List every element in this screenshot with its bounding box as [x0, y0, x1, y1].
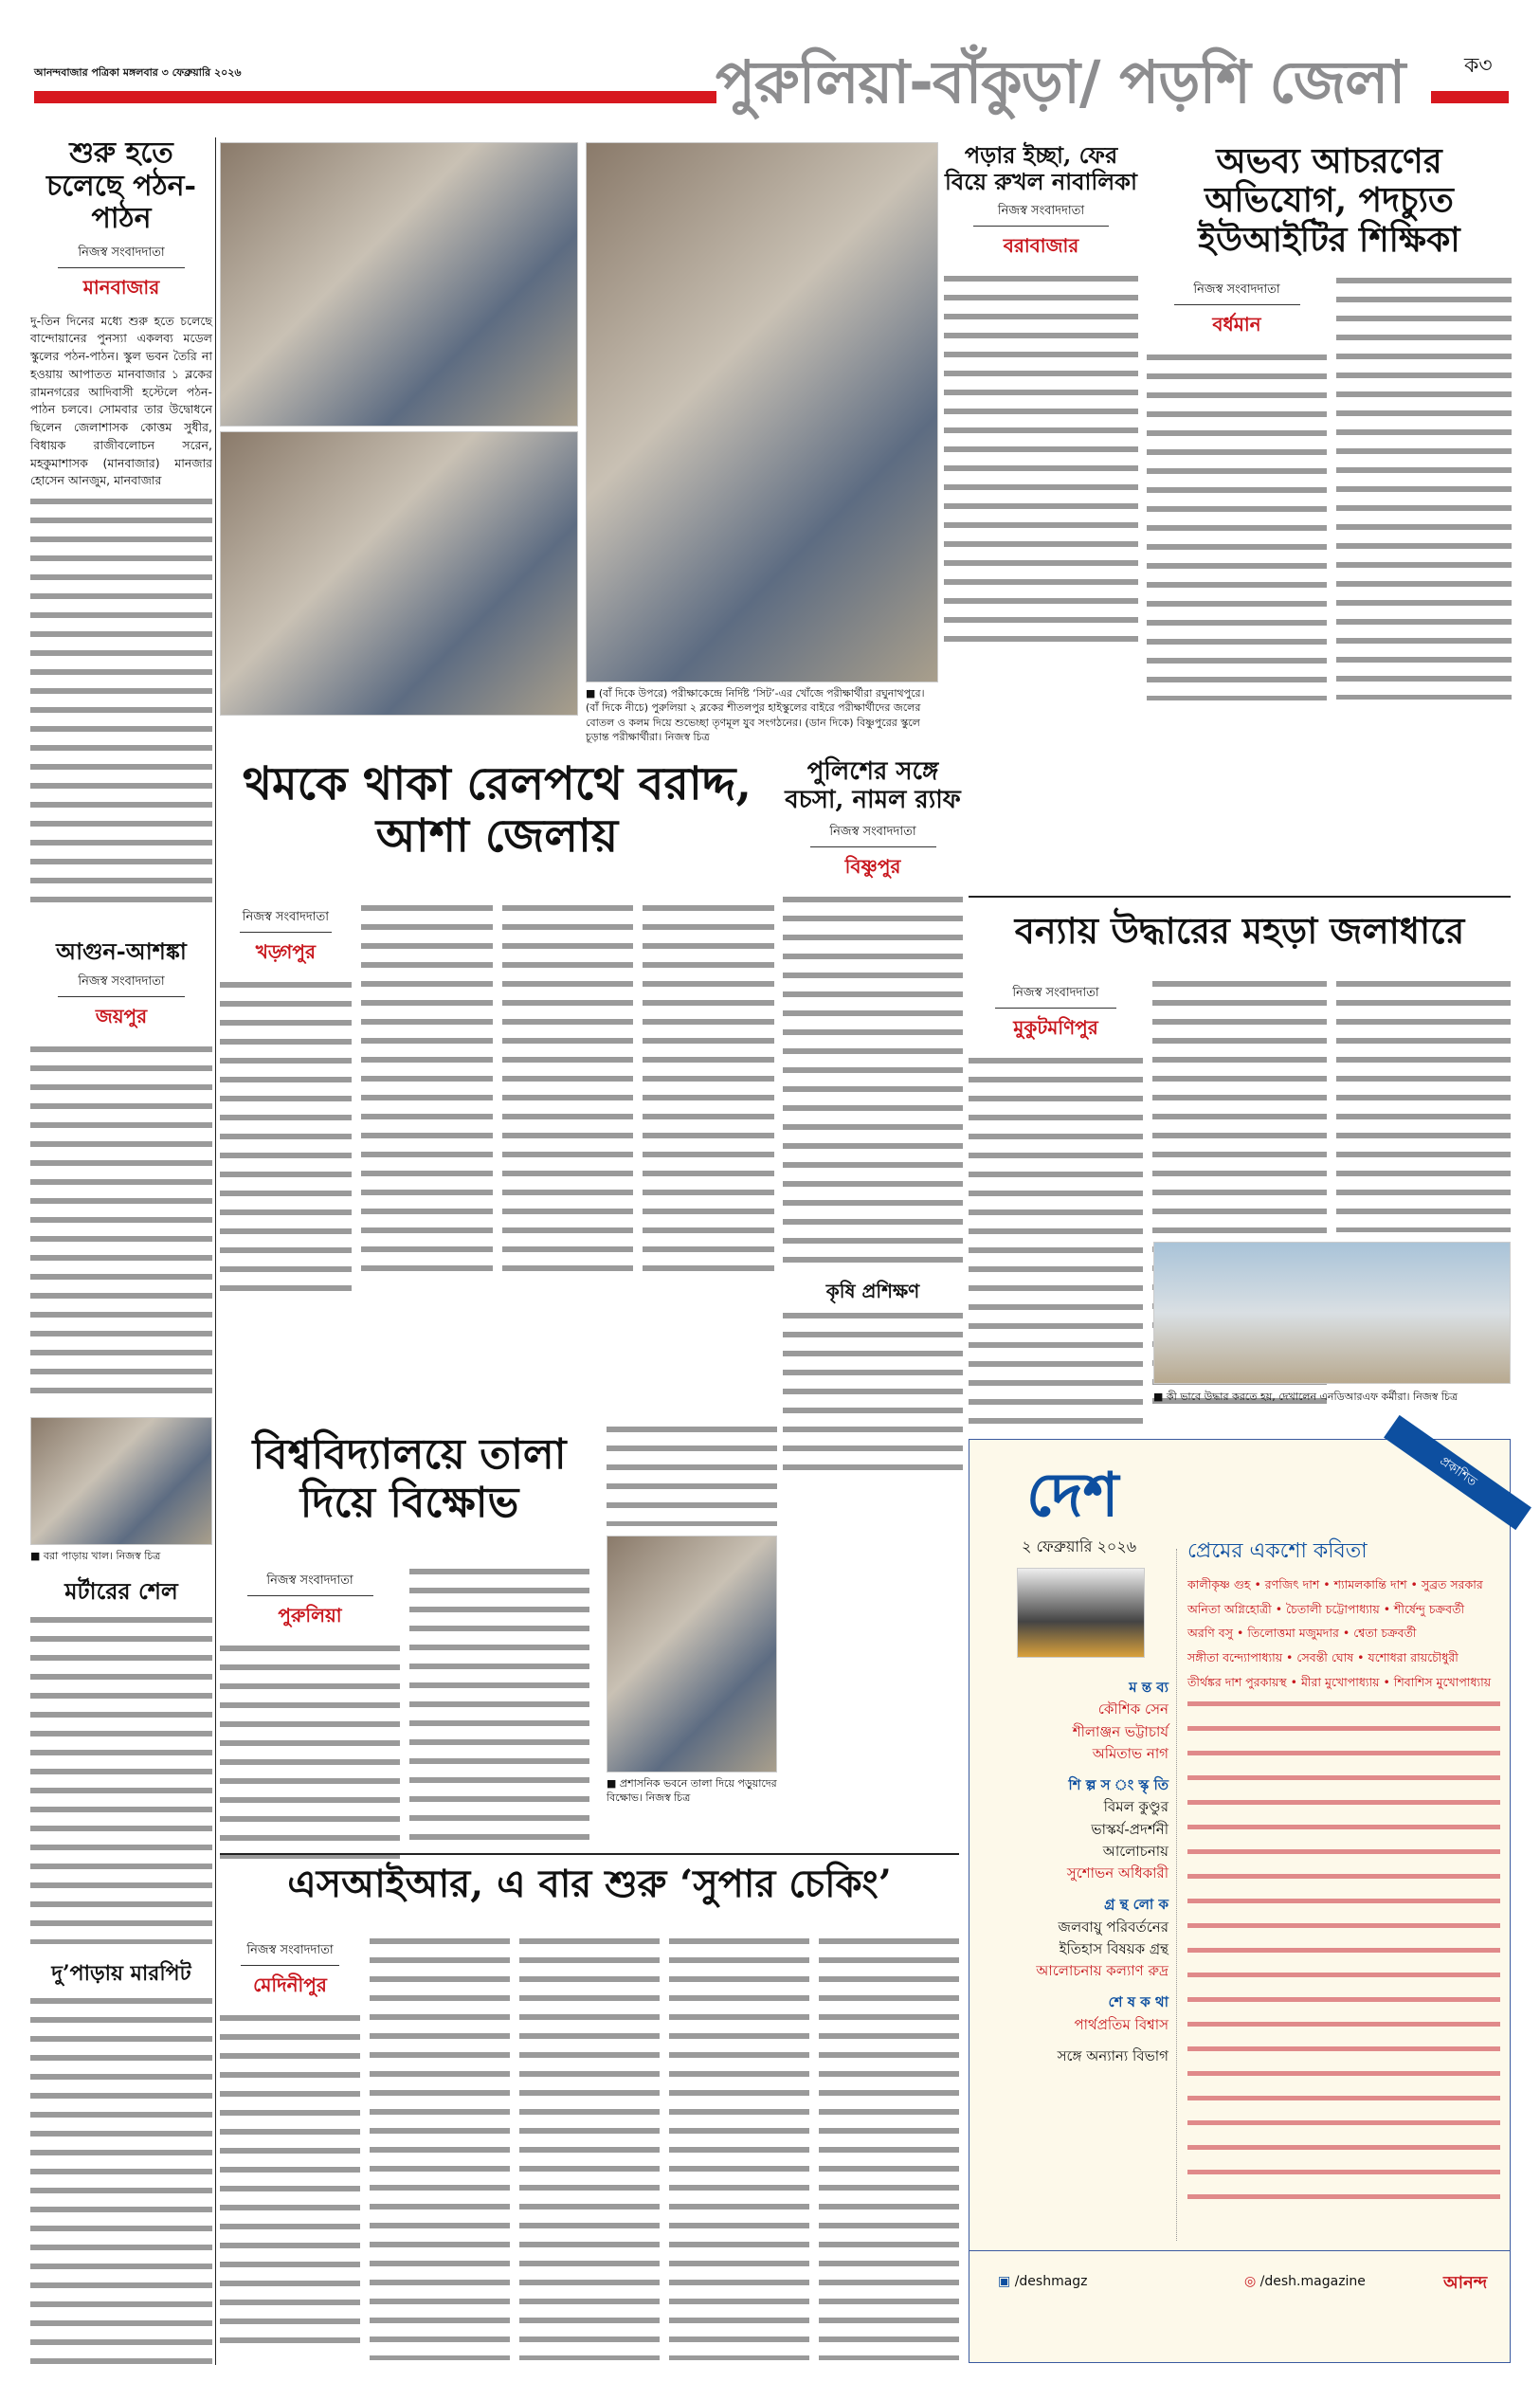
poet-line: সঙ্গীতা বন্দ্যোপাধ্যায় • সেবন্তী ঘোষ • যশোধরা রায়চৌধুরী [1187, 1649, 1458, 1664]
dateline: মেদিনীপুর [253, 1973, 327, 1996]
article-body [783, 1308, 963, 1479]
article-body [30, 1612, 212, 1944]
article-body [519, 1934, 660, 2360]
headline: কৃষি প্রশিক্ষণ [825, 1279, 920, 1302]
headline: পুলিশের সঙ্গে বচসা, নামল র‍্যাফ [785, 757, 961, 814]
article-body [30, 494, 212, 911]
headline: পড়ার ইচ্ছা, ফের বিয়ে রুখল নাবালিকা [945, 141, 1137, 195]
topic: ইতিহাস বিষয়ক গ্রন্থ [1059, 1939, 1169, 1957]
section-title: ম ন্ত ব্য [1129, 1679, 1169, 1696]
divider [220, 1853, 959, 1855]
photo-ndrf-drill [1153, 1242, 1511, 1384]
photo-caption: ■ কী ভাবে উদ্ধার করতে হয়, দেখালেন এনডিআরএফ কর্মীরা। নিজস্ব চিত্র [1153, 1391, 1458, 1403]
topic: ভাস্কর্য-প্রদর্শনী [1091, 1820, 1169, 1838]
article-body [607, 1422, 777, 1526]
photo-exam-seat [220, 142, 578, 427]
byline: নিজস্ব সংবাদদাতা [241, 1941, 339, 1966]
article-body [370, 1934, 510, 2360]
photo-university-protest [607, 1536, 777, 1773]
desh-logo: দেশ [1026, 1460, 1119, 1531]
headline: শুরু হতে চলেছে পঠন-পাঠন [45, 136, 197, 235]
byline: নিজস্ব সংবাদদাতা [58, 244, 185, 268]
author: সুশোভন অধিকারী [1066, 1864, 1169, 1882]
header-bar [1431, 91, 1509, 103]
byline: নিজস্ব সংবাদদাতা [810, 823, 936, 847]
facebook-link[interactable] [998, 2274, 1088, 2289]
dateline: জয়পুর [95, 1004, 148, 1027]
article-body [220, 977, 352, 1300]
divider [1176, 1549, 1177, 2241]
author: কৌশিক সেন [1097, 1700, 1169, 1718]
story-mortar [30, 1578, 212, 1944]
instagram-icon: ◎ [1244, 2274, 1257, 2289]
poet-line: অনিতা অগ্নিহোত্রী • চৈতালী চট্টোপাধ্যায় • শীর্ষেন্দু চক্রবর্তী [1187, 1601, 1465, 1616]
date-line: আনন্দবাজার পত্রিকা মঙ্গলবার ৩ ফেব্রুয়ারি ২০২৬ [34, 66, 242, 79]
author: শীলাঞ্জন ভট্টাচার্য [1072, 1722, 1169, 1740]
other-sections-note: সঙ্গে অন্যান্য বিভাগ [1057, 2046, 1169, 2064]
story-bishnupur [783, 758, 963, 1479]
byline: নিজস্ব সংবাদদাতা [995, 984, 1117, 1009]
story-barabazar [944, 142, 1138, 650]
article-body [643, 900, 774, 1280]
article-body [361, 900, 493, 1280]
poet-line: তীর্থঙ্কর দাশ পুরকায়স্থ • মীরা মুখোপাধ্যায় • শিবাশিস মুখোপাধ্যায় [1187, 1674, 1492, 1689]
dateline: মানবাজার [82, 275, 160, 299]
article-body [30, 1993, 212, 2373]
headline: অভব্য আচরণের অভিযোগ, পদচ্যুত ইউআইটির শিক্ষিকা [1198, 141, 1460, 260]
photo-caption: ■ বরা পাড়ায় খাল। নিজস্ব চিত্র [30, 1550, 161, 1562]
section-title: শি ল্প স ং স্কৃ তি [1068, 1776, 1169, 1793]
photo-exam-greeting [220, 431, 578, 716]
photo-caption: ■ প্রশাসনিক ভবনে তালা দিয়ে পড়ুয়াদের বিক্ষোভ। নিজস্ব চিত্র [607, 1777, 777, 1805]
published-ribbon: প্রকাশিত [1384, 1415, 1531, 1530]
article-body [1336, 976, 1511, 1232]
byline: নিজস্ব সংবাদদাতা [1174, 281, 1300, 305]
topic: বিমল কুণ্ডুর [1103, 1798, 1169, 1816]
byline: নিজস্ব সংবাদদাতা [247, 1572, 373, 1596]
headline-rail: থমকে থাকা রেলপথে বরাদ্দ, আশা জেলায় [242, 757, 752, 864]
dateline: বিষ্ণুপুর [844, 854, 901, 878]
topic: জলবায়ু পরিবর্তনের [1058, 1918, 1169, 1936]
article-body [30, 1042, 212, 1402]
instagram-handle: /desh.magazine [1259, 2274, 1366, 2289]
header-bar [34, 91, 716, 103]
divider [969, 896, 1511, 898]
article-body [220, 2010, 360, 2352]
story-rail [220, 900, 774, 1300]
story-marpit [30, 1962, 212, 2373]
section-title: গ্র ন্থ লো ক [1104, 1896, 1169, 1914]
poet-list [1187, 1573, 1500, 2206]
author: আলোচনায় কল্যাণ রুদ্র [1036, 1962, 1169, 1979]
dateline: বর্ধমান [1212, 313, 1261, 336]
headline-sir: এসআইআর, এ বার শুরু ‘সুপার চেকিং’ [287, 1862, 892, 1906]
byline: নিজস্ব সংবাদদাতা [58, 973, 185, 997]
article-body [669, 1934, 809, 2360]
headline: দু’পাড়ায় মারপিট [51, 1961, 191, 1986]
photo [30, 1417, 212, 1545]
article-body [409, 1564, 589, 1848]
dateline: বরাবাজার [1003, 234, 1079, 258]
byline: নিজস্ব সংবাদদাতা [240, 908, 332, 933]
headline: আগুন-আশঙ্কা [56, 937, 187, 965]
column-rule [215, 137, 216, 2365]
issue-date: ২ ফেব্রুয়ারি ২০২৬ [1022, 1537, 1137, 1555]
facebook-icon: ▣ [998, 2274, 1011, 2289]
article-body [819, 1934, 959, 2360]
headline: মর্টারের শেল [64, 1577, 178, 1605]
article-body [783, 892, 963, 1271]
headline-flood: বন্যায় উদ্ধারের মহড়া জলাধারে [1014, 909, 1465, 952]
article-body [220, 1641, 400, 1859]
section-title: পুরুলিয়া-বাঁকুড়া/ পড়শি জেলা [716, 47, 1405, 117]
article-body [969, 1053, 1143, 1432]
byline: নিজস্ব সংবাদদাতা [973, 202, 1110, 227]
story-bardhaman [1147, 142, 1512, 700]
poet-lines-more [1187, 1694, 1500, 2206]
divider [969, 2250, 1510, 2251]
ananda-logo: আনন্দ [1443, 2273, 1488, 2293]
contents-list [979, 1677, 1169, 2067]
photo-caption: ■ (বাঁ দিকে উপরে) পরীক্ষাকেন্দ্রে নির্দিষ্ট ‘সিট’-এর খোঁজে পরীক্ষার্থীরা রঘুনাথপুরে। (বাঁ দিকে নীচে) পুরুলিয়া ২ ব্লকের শীতলপুর হাইস্কুলের বাইরে পরীক্ষার্থীদের জলের বোতল ও কলম দিয়ে শুভেচ্ছা তৃণমূল যুব সংগঠনের। (ডান দিকে) বিষ্ণুপুরের স্কুলে চূড়ান্ত পরীক্ষার্থীরা। নিজস্ব চিত্র [586, 687, 925, 744]
headline-university: বিশ্ববিদ্যালয়ে তালা দিয়ে বিক্ষোভ [252, 1430, 567, 1527]
story-manbazar [30, 137, 212, 911]
instagram-link[interactable] [1244, 2274, 1366, 2289]
magazine-cover [1017, 1568, 1145, 1658]
article-lead: দু-তিন দিনের মধ্যে শুরু হতে চলেছে বান্দোয়ানের পুনস্যা একলব্য মডেল স্কুলের পঠন-পাঠন। স্কুল ভবন তৈরি না হওয়ায় আপাতত মানবাজার ১ ব্লকের রামনগরের আদিবাসী হস্টেলে পঠন-পাঠন চলবে। সোমবার তার উদ্বোধনে ছিলেন জেলাশাসক কোত্তম সুধীর, বিধায়ক রাজীবলোচন সরেন, মহকুমাশাসক (মানবাজার) মানজার হোসেন আনজুম, মানবাজার [30, 313, 212, 488]
poet-line: কালীকৃষ্ণ গুহ • রণজিৎ দাশ • শ্যামলকান্তি দাশ • সুব্রত সরকার [1187, 1577, 1483, 1591]
article-body [502, 900, 634, 1280]
article-body [944, 271, 1138, 650]
facebook-handle: /deshmagz [1014, 2274, 1088, 2289]
author: পার্থপ্রতিম বিশ্বাস [1074, 2015, 1169, 2033]
article-body [1147, 350, 1327, 700]
topic: আলোচনায় [1102, 1842, 1169, 1860]
poet-line: অরণি বসু • তিলোত্তমা মজুমদার • শ্বেতা চক্রবর্তী [1187, 1626, 1417, 1641]
dateline: মুকুটমণিপুর [1013, 1016, 1098, 1039]
story-jaypur [30, 938, 212, 1402]
dateline: পুরুলিয়া [278, 1604, 342, 1627]
photo-exam-school [586, 142, 938, 682]
section-title: শে ষ ক থা [1108, 1993, 1169, 2011]
article-body [1336, 273, 1512, 700]
desh-magazine-advert[interactable] [969, 1439, 1511, 2363]
story-sir [220, 1934, 959, 2360]
page-number: ক৩ [1464, 54, 1493, 78]
feature-title: প্রেমের একশো কবিতা [1187, 1539, 1368, 1563]
dateline: খড়্গপুর [255, 940, 316, 963]
author: অমিতাভ নাগ [1092, 1744, 1169, 1762]
